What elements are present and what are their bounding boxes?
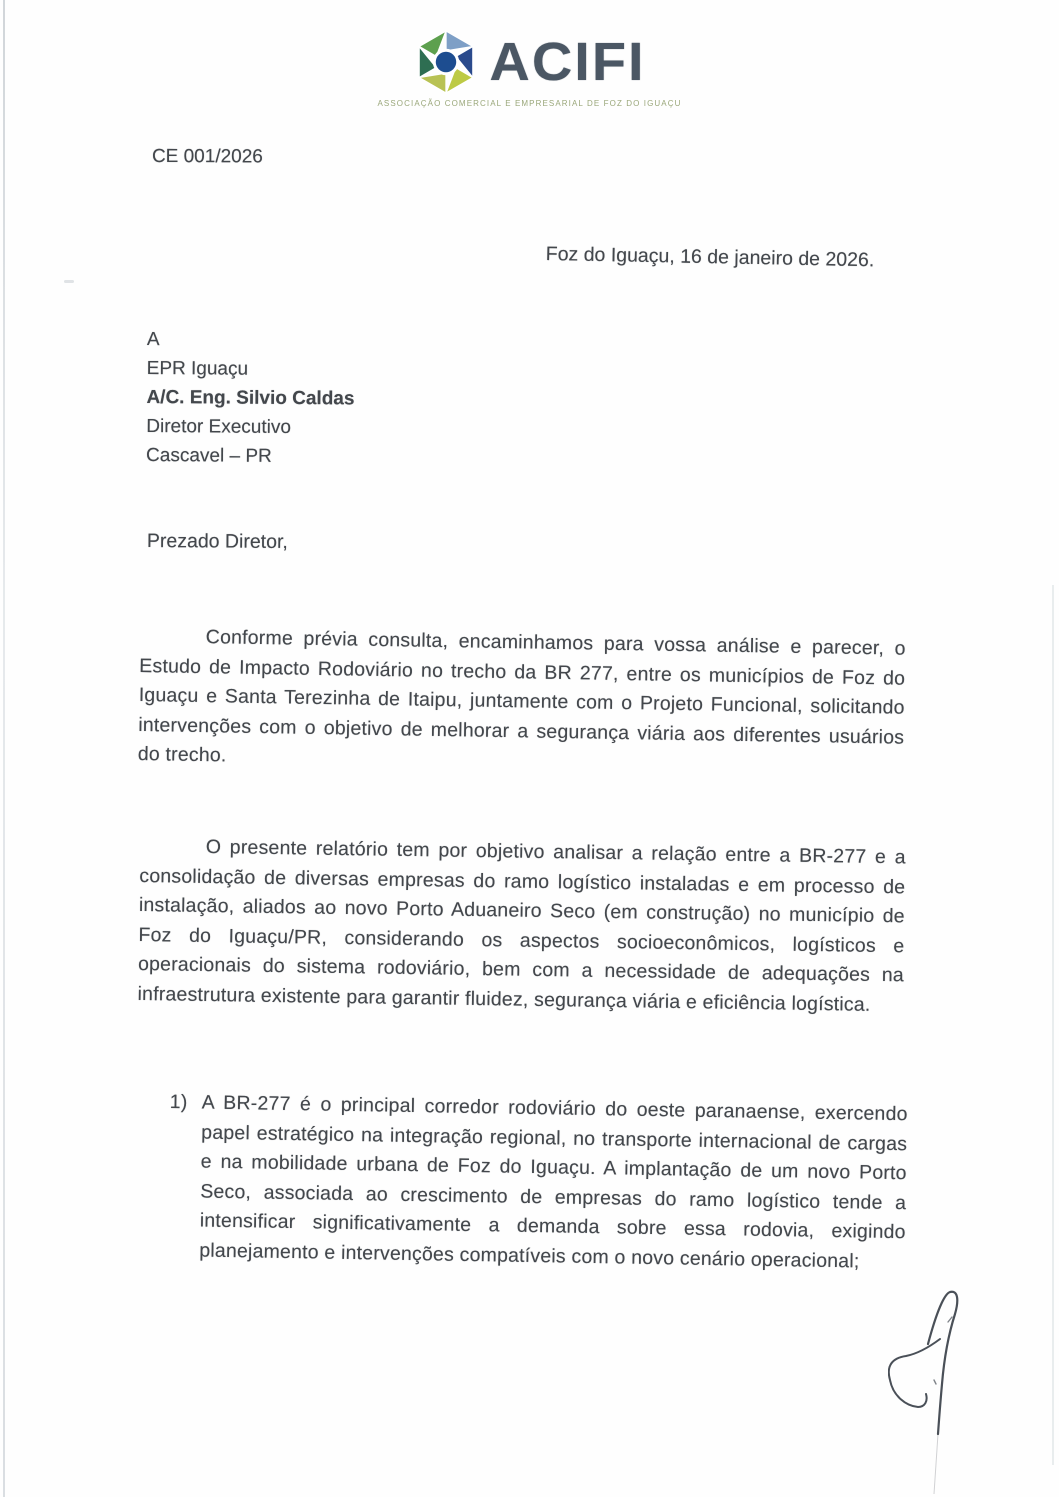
scan-edge-artifact-left (3, 0, 5, 1497)
recipient-attention: A/C. Eng. Silvio Caldas (146, 386, 355, 410)
recipient-city: Cascavel – PR (146, 444, 272, 467)
body-paragraph-1: Conforme prévia consulta, encaminhamos para vossa análise e parecer, o Estudo de Impacto Rodoviário no trecho da BR 277, entre os municípios de Foz do Iguaçu e Santa Terezinha de Itaipu, juntamente com o Projeto Funcional, solicitando intervenções com o objetivo de melhorar a segurança viária aos diferentes usuários do trecho. (137, 626, 906, 767)
logo-wordmark: ACIFI (489, 31, 646, 92)
logo-blade-bottom-left (420, 73, 447, 93)
letter-reference: CE 001/2026 (151, 146, 263, 168)
recipient-block (146, 325, 355, 471)
scan-smudge-artifact (64, 280, 74, 283)
recipient-company: EPR Iguaçu (146, 357, 249, 380)
recipient-role: Diretor Executivo (146, 415, 292, 439)
numbered-item-1-text: A BR-277 é o principal corredor rodoviário do oeste paranaense, exercendo papel estratégico na integração regional, no transporte internacional de cargas e na mobilidade urbana de Foz do Iguaçu. A implantação de um novo Porto Seco, associada ao crescimento de empresas do ramo logístico tende a intensificar significativamente a demanda sobre essa rodovia, exigindo planejamento e intervenções compatíveis com o novo cenário operacional; (199, 1091, 908, 1273)
numbered-item-1-marker: 1) (169, 1090, 188, 1114)
acifi-aperture-icon (413, 28, 479, 96)
salutation: Prezado Diretor, (146, 530, 288, 553)
signature-mark (888, 1284, 988, 1496)
logo-tagline: ASSOCIAÇÃO COMERCIAL E EMPRESARIAL DE FOZ DO IGUAÇU (377, 99, 682, 108)
logo-blade-top-right (446, 31, 473, 51)
body-paragraph-2: O presente relatório tem por objetivo analisar a relação entre a BR-277 e a consolidação de diversas empresas do ramo logístico instaladas e em processo de instalação, aliados ao novo Porto Aduaneiro Seco (em construção) no município de Foz do Iguaçu/PR, considerando os aspectos socioeconômicos, logísticos e operacionais do sistema rodoviário, bem com a necessidade de adequações na infraestrutura existente para garantir fluidez, segurança viária e eficiência logística. (137, 835, 906, 1016)
signature-loop-stroke (928, 1292, 957, 1434)
signature-hook-stroke (889, 1339, 940, 1407)
acifi-logo (0, 28, 1059, 108)
letter-dateline: Foz do Iguaçu, 16 de janeiro de 2026. (545, 243, 875, 272)
signature-faint-tail (934, 1434, 938, 1494)
scan-edge-artifact-right (1052, 585, 1054, 1465)
numbered-item-1 (167, 1088, 908, 1278)
logo-center-dot (436, 52, 456, 72)
recipient-line-a: A (146, 328, 160, 351)
